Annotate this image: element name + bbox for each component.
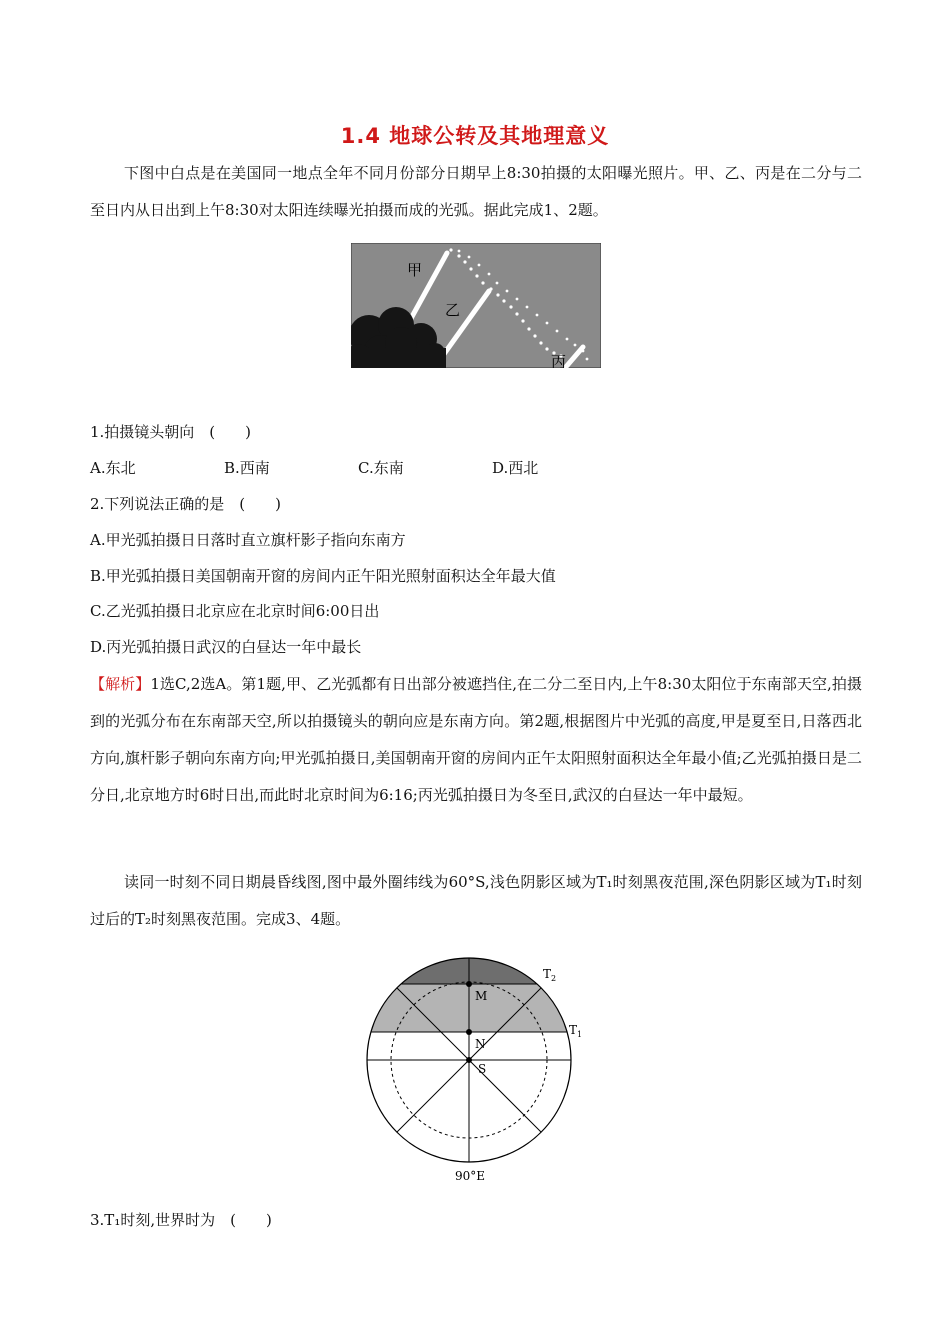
label-bing: 丙 bbox=[551, 353, 567, 368]
label-jia: 甲 bbox=[407, 261, 423, 279]
label-m: M bbox=[475, 989, 488, 1003]
analysis-tag: 【解析】 bbox=[90, 675, 151, 693]
dark-shade-t2 bbox=[355, 948, 595, 984]
question-2-stem: 2.下列说法正确的是 ( ) bbox=[90, 495, 282, 513]
label-t2: $T_2$ bbox=[543, 967, 557, 983]
q2-option-d[interactable]: D.丙光弧拍摄日武汉的白昼达一年中最长 bbox=[90, 638, 362, 656]
terminator-diagram bbox=[355, 948, 595, 1188]
point-s bbox=[466, 1057, 472, 1063]
q1-option-c[interactable]: C.东南 bbox=[358, 459, 404, 477]
label-n: N bbox=[475, 1037, 486, 1051]
label-t1: $T_1$ bbox=[569, 1023, 583, 1039]
question-1-stem: 1.拍摄镜头朝向 ( ) bbox=[90, 423, 252, 441]
q2-option-c[interactable]: C.乙光弧拍摄日北京应在北京时间6:00日出 bbox=[90, 602, 380, 620]
q1-option-d[interactable]: D.西北 bbox=[492, 459, 539, 477]
point-n bbox=[466, 1029, 472, 1035]
label-s: S bbox=[478, 1062, 487, 1076]
question-1-options bbox=[90, 457, 626, 479]
sun-exposure-photo bbox=[351, 243, 601, 368]
analysis-paragraph bbox=[90, 666, 862, 814]
q2-option-b[interactable]: B.甲光弧拍摄日美国朝南开窗的房间内正午阳光照射面积达全年最大值 bbox=[90, 567, 556, 585]
page-title: 1.4 地球公转及其地理意义 bbox=[340, 124, 610, 148]
label-90e: 90°E bbox=[455, 1169, 486, 1183]
intro-paragraph-1: 下图中白点是在美国同一地点全年不同月份部分日期早上8:30拍摄的太阳曝光照片。甲、乙、丙是在二分与二至日内从日出到上午8:30对太阳连续曝光拍摄而成的光弧。据此完成1、2题。 bbox=[90, 164, 862, 219]
q2-option-a[interactable]: A.甲光弧拍摄日日落时直立旗杆影子指向东南方 bbox=[90, 531, 406, 549]
point-m bbox=[466, 981, 472, 987]
question-3-stem: 3.T₁时刻,世界时为 ( ) bbox=[90, 1211, 272, 1229]
analysis-text: 1选C,2选A。第1题,甲、乙光弧都有日出部分被遮挡住,在二分二至日内,上午8:30太阳位于东南部天空,拍摄到的光弧分布在东南部天空,所以拍摄镜头的朝向应是东南方向。第2题,根据图片中光弧的高度,甲是夏至日,日落西北方向,旗杆影子朝向东南方向;甲光弧拍摄日,美国朝南开窗的房间内正午太阳照射面积达全年最小值;乙光弧拍摄日是二分日,北京地方时6时日出,而此时北京时间为6:16;丙光弧拍摄日为冬至日,武汉的白昼达一年中最短。 bbox=[90, 675, 862, 804]
q1-option-a[interactable]: A.东北 bbox=[90, 459, 136, 477]
intro-paragraph-2: 读同一时刻不同日期晨昏线图,图中最外圈纬线为60°S,浅色阴影区域为T₁时刻黑夜范围,深色阴影区域为T₁时刻过后的T₂时刻黑夜范围。完成3、4题。 bbox=[90, 873, 862, 928]
label-yi: 乙 bbox=[445, 301, 461, 319]
q1-option-b[interactable]: B.西南 bbox=[224, 459, 270, 477]
